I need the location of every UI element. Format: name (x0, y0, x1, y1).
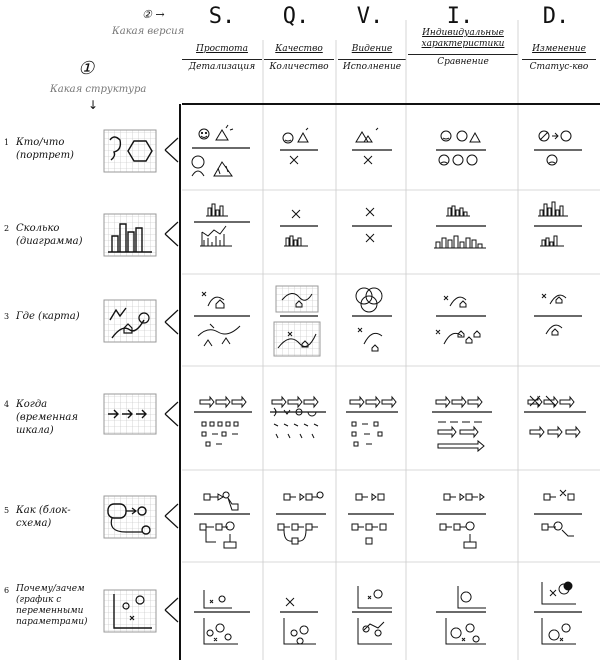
column-header-bottom: Исполнение (338, 59, 406, 73)
row-icon-timeline (104, 394, 156, 434)
row6-sketches (204, 582, 576, 644)
cell-dividers (192, 148, 586, 612)
structure-number: ① (78, 58, 95, 79)
row-text: Почему/зачем (график с переменными параметрами) (16, 584, 88, 627)
row-icon-portrait (104, 130, 156, 172)
column-letter-d: D. (542, 4, 570, 29)
arrow-right-icon: → (155, 8, 165, 21)
row-icon-flowchart (104, 496, 156, 538)
column-letter-q: Q. (282, 4, 310, 29)
grid-lines (182, 20, 600, 660)
row-number: 4 (4, 400, 10, 409)
column-letter-i: I. (446, 4, 474, 29)
structure-label: Какая структура (50, 84, 147, 95)
arrow-down-icon: ↓ (88, 98, 99, 112)
row-text: Где (карта) (16, 311, 80, 322)
row3-sketches (198, 286, 566, 356)
column-header-top: Видение (351, 44, 393, 54)
row-number: 5 (4, 506, 10, 515)
version-number: ② (142, 8, 152, 21)
row-text: Как (блок-схема) (16, 505, 71, 529)
row-number: 2 (4, 224, 10, 233)
row-number: 1 (4, 138, 10, 147)
column-header-top: Простота (196, 44, 248, 54)
row-text: Кто/что (портрет) (16, 137, 74, 161)
column-letter-v: V. (356, 4, 384, 29)
row-number: 6 (4, 586, 10, 595)
version-label: Какая версия (112, 26, 185, 37)
row2-sketches (200, 202, 568, 248)
row-icon-chart (104, 214, 156, 256)
row-connectors (165, 138, 178, 622)
column-letter-s: S. (208, 4, 236, 29)
column-header-top: Изменение (532, 44, 586, 54)
column-header-bottom: Статус-кво (522, 59, 596, 73)
row-icon-map (104, 300, 156, 342)
column-header-bottom: Сравнение (408, 54, 518, 68)
row-text: Когда (временная шкала) (16, 399, 79, 436)
column-header-top: Индивидуальные характеристики (421, 28, 505, 49)
column-header-bottom: Детализация (182, 59, 262, 73)
row4-sketches (200, 396, 580, 451)
row-icon-plot (104, 590, 156, 632)
row-number: 3 (4, 312, 10, 321)
column-header-top: Качество (275, 44, 323, 54)
row-text: Сколько (диаграмма) (16, 223, 83, 247)
column-header-bottom: Количество (264, 59, 334, 73)
